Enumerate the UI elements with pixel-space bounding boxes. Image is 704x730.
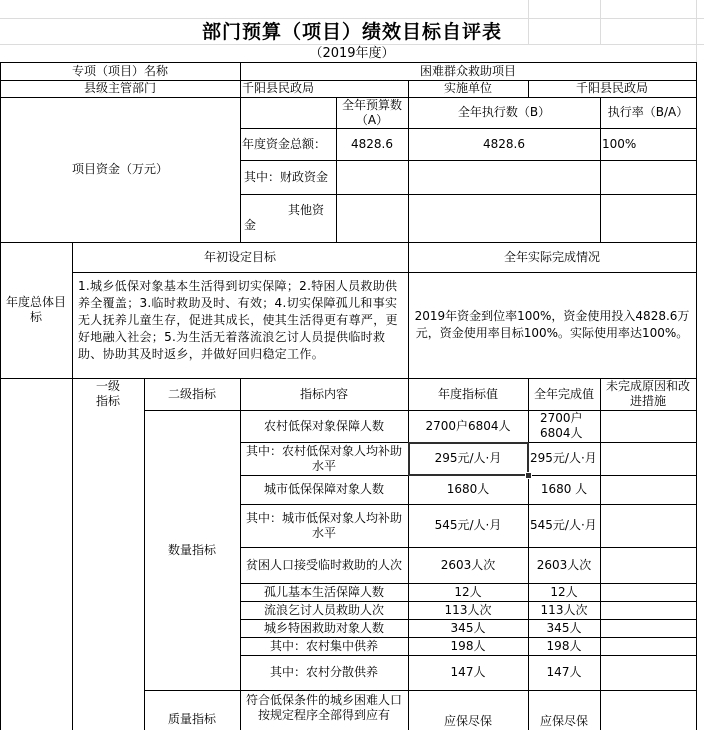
table-row-content[interactable]: 其中：农村集中供养	[269, 638, 378, 653]
table-row-completed[interactable]: 2603人次	[536, 557, 592, 572]
impl-unit-value[interactable]: 千阳县民政局	[575, 81, 648, 95]
overall-goal-label[interactable]: 年度总体目标	[6, 295, 67, 324]
funds-label[interactable]: 项目资金（万元）	[71, 162, 168, 176]
table-row-completed[interactable]: 113人次	[540, 602, 588, 617]
table-row-content[interactable]: 贫困人口接受临时救助的人次	[245, 557, 402, 572]
table-row-target[interactable]: 1680人	[446, 482, 490, 496]
funds-fiscal-label[interactable]: 其中：财政资金	[244, 169, 329, 184]
table-row-target[interactable]: 545元/人·月	[434, 518, 502, 532]
table-row-content[interactable]: 孤儿基本生活保障人数	[263, 584, 384, 599]
table-row-content[interactable]: 其中：城市低保对象人均补助水平	[245, 510, 402, 540]
dept-label[interactable]: 县级主管部门	[83, 81, 156, 95]
table-row-content[interactable]: 其中：农村分散供养	[269, 665, 378, 679]
table-row-completed[interactable]: 545元/人·月	[530, 518, 597, 532]
table-row-content[interactable]: 其中：农村低保对象人均补助水平	[245, 443, 402, 473]
table-row-content[interactable]: 流浪乞讨人员救助人次	[263, 602, 384, 617]
initial-goal-text[interactable]: 1.城乡低保对象基本生活得到切实保障；2.特困人员救助供养全覆盖；3.临时救助及时、有效；4.切实保障孤儿和事实无人抚养儿童生存，促进其成长，使其生活得更有尊严，更好地融入社会；5.为生活无着落流浪乞讨人员提供临时救助、协助其及时返乡，并做好回归稳定工作。	[78, 279, 398, 361]
dept-value[interactable]: 千阳县民政局	[242, 81, 315, 95]
table-row-target[interactable]: 198人	[450, 638, 486, 653]
table-row-completed[interactable]: 295元/人·月	[530, 451, 597, 465]
indicator-header-reason[interactable]: 未完成原因和改进措施	[605, 379, 690, 408]
funds-fiscal-budget[interactable]	[336, 160, 408, 194]
table-row-content[interactable]: 符合低保条件的城乡困难人口按规定程序全部得到应有	[245, 693, 402, 722]
table-row-target[interactable]: 2603人次	[440, 557, 496, 572]
funds-other-rate[interactable]	[600, 194, 696, 242]
indicator-header-target[interactable]: 年度指标值	[437, 386, 498, 401]
funds-other-label[interactable]: 其他资金	[244, 203, 325, 232]
active-cell-selection[interactable]	[408, 442, 529, 476]
indicator-header-content[interactable]: 指标内容	[299, 386, 348, 401]
indicator-header-level2[interactable]: 二级指标	[167, 386, 216, 401]
table-row-completed[interactable]: 12人	[550, 584, 578, 599]
funds-header-executed[interactable]: 全年执行数（B）	[457, 105, 551, 119]
funds-fiscal-rate[interactable]	[600, 160, 696, 194]
table-row-completed[interactable]: 345人	[546, 620, 582, 635]
funds-header-rate[interactable]: 执行率（B/A）	[607, 105, 689, 119]
actual-completion-text[interactable]: 2019年资金到位率100%，资金使用投入4828.6万元，资金使用率目标100%。实际使用率达100%。	[414, 309, 690, 340]
funds-other-executed[interactable]	[408, 194, 600, 242]
initial-goal-header[interactable]: 年初设定目标	[203, 249, 276, 264]
indicator-header-completed[interactable]: 全年完成值	[533, 386, 594, 401]
sheet-year: （2019年度）	[309, 45, 395, 61]
fill-handle[interactable]	[525, 472, 532, 479]
project-name-value[interactable]: 困难群众救助项目	[419, 63, 516, 78]
table-row-target[interactable]: 295元/人·月	[434, 451, 502, 465]
table-row-target[interactable]: 113人次	[444, 602, 492, 617]
project-name-label[interactable]: 专项（项目）名称	[71, 63, 168, 78]
table-row-content[interactable]: 农村低保对象保障人数	[263, 418, 384, 433]
table-row-target[interactable]: 2700户6804人	[425, 418, 511, 433]
funds-total-label[interactable]: 年度资金总额：	[242, 136, 327, 151]
funds-total-budget[interactable]: 4828.6	[351, 136, 393, 151]
table-row-target[interactable]: 345人	[450, 620, 486, 635]
indicator-header-level1[interactable]: 一级指标	[95, 379, 120, 408]
sheet-title: 部门预算（项目）绩效目标自评表	[201, 20, 502, 43]
actual-completion-header[interactable]: 全年实际完成情况	[503, 249, 600, 264]
quantity-indicator-label[interactable]: 数量指标	[167, 542, 216, 557]
table-row-target[interactable]: 应保尽保	[443, 714, 492, 728]
table-row-completed[interactable]: 1680 人	[540, 482, 588, 496]
quality-indicator-label[interactable]: 质量指标	[167, 712, 216, 726]
table-row-completed[interactable]: 147人	[546, 665, 582, 679]
funds-total-rate[interactable]: 100%	[602, 136, 637, 151]
funds-total-executed[interactable]: 4828.6	[483, 136, 525, 151]
impl-unit-label[interactable]: 实施单位	[443, 81, 492, 95]
funds-fiscal-executed[interactable]	[408, 160, 600, 194]
funds-other-budget[interactable]	[336, 194, 408, 242]
table-row-completed[interactable]: 198人	[546, 638, 582, 653]
table-row-target[interactable]: 147人	[450, 665, 486, 679]
table-row-completed[interactable]: 2700户6804人	[540, 411, 583, 440]
funds-header-budget[interactable]: 全年预算数（A）	[341, 97, 402, 127]
table-row-target[interactable]: 12人	[454, 584, 482, 599]
table-row-content[interactable]: 城市低保保障对象人数	[263, 482, 384, 496]
table-row-completed[interactable]: 应保尽保	[539, 714, 588, 728]
table-row-content[interactable]: 城乡特困救助对象人数	[263, 620, 384, 635]
